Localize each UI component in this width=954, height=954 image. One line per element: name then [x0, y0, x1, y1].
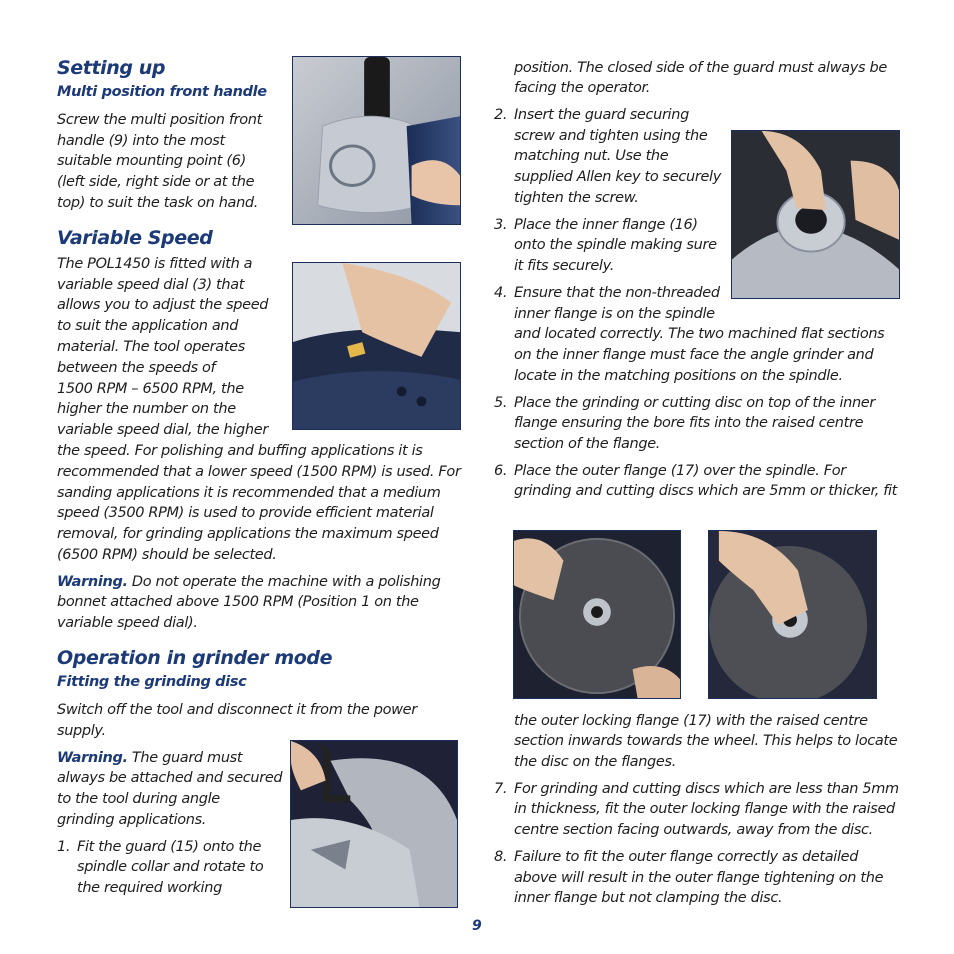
step-line: in thickness, fit the outer locking flange with the raised — [514, 801, 895, 817]
step-number: 2. — [494, 107, 508, 123]
warning-line: grinding applications. — [57, 812, 207, 828]
step-line: grinding and cutting discs which are 5mm or thicker, fit — [514, 483, 898, 499]
step-number: 5. — [494, 395, 508, 411]
warning-text: Do not operate the machine with a polishing — [127, 574, 441, 590]
heading-grinder-mode: Operation in grinder mode — [57, 647, 333, 669]
subheading-fitting-grinding-disc: Fitting the grinding disc — [57, 674, 247, 690]
step-line: Failure to fit the outer flange correctly as detailed — [514, 849, 859, 865]
step-line: Insert the guard securing — [514, 107, 689, 123]
body-line: Switch off the tool and disconnect it from the power — [57, 702, 417, 718]
warning-label: Warning. — [57, 574, 128, 590]
body-line: (6500 RPM) should be selected. — [57, 547, 277, 563]
warning-line: to the tool during angle — [57, 791, 220, 807]
step-line: inner flange is on the spindle — [514, 306, 715, 322]
step-line: centre section facing outwards, away from the disc. — [514, 822, 873, 838]
step-line: Place the inner flange (16) — [514, 217, 698, 233]
body-line: handle (9) into the most — [57, 133, 225, 149]
body-line: (left side, right side or at the — [57, 174, 255, 190]
body-line: The POL1450 is fitted with a — [57, 256, 253, 272]
step-line: inner flange but not clamping the disc. — [514, 890, 783, 906]
body-line: recommended that a lower speed (1500 RPM) is used. For — [57, 464, 461, 480]
body-line: between the speeds of — [57, 360, 216, 376]
step-line: and located correctly. The two machined flat sections — [514, 326, 885, 342]
body-line: the disc on the flanges. — [514, 754, 676, 770]
step-line: For grinding and cutting discs which are less than 5mm — [514, 781, 899, 797]
step-number: 8. — [494, 849, 508, 865]
step-line: the required working — [77, 880, 222, 896]
step-line: locate in the matching positions on the spindle. — [514, 368, 843, 384]
body-line: 1500 RPM – 6500 RPM, the — [57, 381, 244, 397]
step-line: Fit the guard (15) onto the — [77, 839, 262, 855]
step-line: flange ensuring the bore fits into the raised centre — [514, 415, 864, 431]
page-number: 9 — [472, 918, 482, 934]
body-line: allows you to adjust the speed — [57, 297, 269, 313]
body-line: to suit the application and — [57, 318, 239, 334]
step-line: on the inner flange must face the angle grinder and — [514, 347, 874, 363]
photo-outer-flange — [708, 530, 877, 699]
body-line: higher the number on the — [57, 401, 236, 417]
warning-text: The guard must — [127, 750, 243, 766]
body-line: section inwards towards the wheel. This helps to locate — [514, 733, 898, 749]
step-line: spindle collar and rotate to — [77, 859, 264, 875]
heading-setting-up: Setting up — [57, 57, 166, 79]
body-line: variable speed dial, the higher — [57, 422, 268, 438]
step-line: above will result in the outer flange tightening on the — [514, 870, 884, 886]
body-line: supply. — [57, 723, 106, 739]
body-line: top) to suit the task on hand. — [57, 195, 259, 211]
photo-front-handle — [292, 56, 461, 225]
step-line: screw and tighten using the — [514, 128, 708, 144]
step-number: 4. — [494, 285, 508, 301]
warning-line — [57, 572, 440, 593]
step-line: supplied Allen key to securely — [514, 169, 721, 185]
body-line: Screw the multi position front — [57, 112, 262, 128]
body-line: the speed. For polishing and buffing applications it is — [57, 443, 423, 459]
warning-line: variable speed dial). — [57, 615, 198, 631]
warning-label: Warning. — [57, 750, 128, 766]
step-number: 3. — [494, 217, 508, 233]
step-line: matching nut. Use the — [514, 148, 669, 164]
subheading-multi-position-handle: Multi position front handle — [57, 84, 267, 100]
step-number: 7. — [494, 781, 508, 797]
photo-place-disc — [513, 530, 681, 699]
body-line: suitable mounting point (6) — [57, 153, 246, 169]
step-number: 1. — [57, 839, 71, 855]
heading-variable-speed: Variable Speed — [57, 227, 213, 249]
photo-fit-guard — [290, 740, 458, 908]
step-line: Place the outer flange (17) over the spindle. For — [514, 463, 846, 479]
body-line: sanding applications it is recommended that a medium — [57, 485, 441, 501]
photo-inner-flange — [731, 130, 900, 299]
step-line: section of the flange. — [514, 436, 661, 452]
body-line: material. The tool operates — [57, 339, 245, 355]
body-line: facing the operator. — [514, 80, 651, 96]
warning-line — [57, 748, 242, 769]
photo-speed-dial — [292, 262, 461, 430]
body-line: speed (3500 RPM) is used to provide efficient material — [57, 505, 434, 521]
step-line: Place the grinding or cutting disc on top of the inner — [514, 395, 875, 411]
step-line: it fits securely. — [514, 258, 614, 274]
body-line: removal, for grinding applications the maximum speed — [57, 526, 439, 542]
step-number: 6. — [494, 463, 508, 479]
body-line: variable speed dial (3) that — [57, 277, 245, 293]
warning-line: bonnet attached above 1500 RPM (Position 1 on the — [57, 594, 419, 610]
warning-line: always be attached and secured — [57, 770, 283, 786]
body-line: the outer locking flange (17) with the raised centre — [514, 713, 868, 729]
body-line: position. The closed side of the guard must always be — [514, 60, 887, 76]
step-line: Ensure that the non-threaded — [514, 285, 720, 301]
step-line: tighten the screw. — [514, 190, 639, 206]
step-line: onto the spindle making sure — [514, 237, 717, 253]
